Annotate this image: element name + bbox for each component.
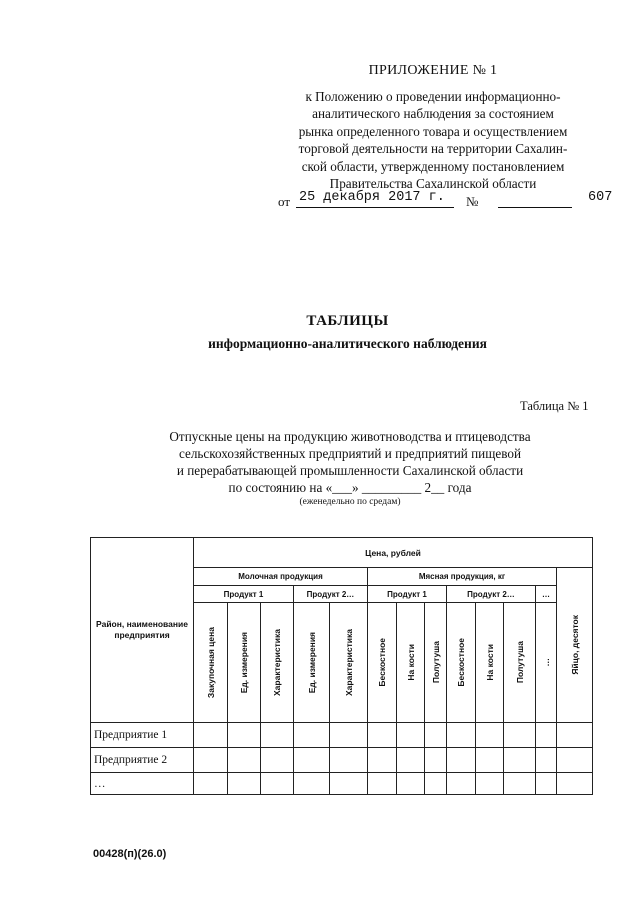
dairy-header: Молочная продукция [194, 568, 368, 586]
col-header-cell [228, 603, 261, 723]
caption-line: и перерабатывающей промышленности Сахалинской области [176, 463, 524, 478]
annex-line: Правительства Сахалинской области [329, 176, 537, 191]
caption-line: по состоянию на «___» _________ 2__ года [228, 480, 472, 495]
footer-code: 00428(п)(26.0) [93, 848, 167, 860]
row-label: … [91, 773, 194, 795]
meat-product-2: Продукт 2… [447, 586, 536, 603]
col-unit: Ед. измерения [306, 631, 317, 694]
annex-line: аналитического наблюдения за состоянием [312, 106, 554, 121]
number-underline [498, 206, 572, 208]
col-header-cell [425, 603, 447, 723]
col-carcass: Полутуша [430, 641, 441, 684]
annex-line: к Положению о проведении информационно- [305, 88, 561, 104]
row-header: Район, наименование предприятия [96, 619, 188, 640]
caption-note: (еженедельно по средам) [299, 497, 401, 507]
meat-more: … [536, 586, 557, 603]
eggs-header-cell [557, 568, 593, 723]
prices-table [90, 537, 593, 795]
table-row [91, 773, 593, 795]
col-purchase-price: Закупочная цена [205, 626, 216, 699]
row-label: Предприятие 2 [91, 748, 194, 773]
dairy-product-2: Продукт 2… [294, 586, 368, 603]
table-row [91, 748, 593, 773]
table-caption [90, 428, 610, 509]
col-header-cell [504, 603, 536, 723]
col-bone-in: На кости [405, 644, 416, 681]
date-value: 25 декабря 2017 г. [299, 190, 445, 205]
date-number-line [278, 190, 618, 212]
dairy-product-1: Продукт 1 [194, 586, 294, 603]
document-subtitle: информационно-аналитического наблюдения [208, 336, 487, 351]
col-boneless: Бескостное [377, 638, 387, 687]
col-header-cell [194, 603, 228, 723]
number-label: № [466, 194, 479, 209]
caption-line: сельскохозяйственных предприятий и предприятий пищевой [178, 446, 522, 461]
col-header-cell [397, 603, 425, 723]
eggs-header: Яйцо, десяток [569, 615, 580, 675]
row-header-cell [91, 538, 194, 723]
col-characteristic: Характеристика [343, 629, 354, 696]
date-underline [296, 206, 454, 208]
col-more: … [541, 658, 551, 667]
col-bone-in: На кости [484, 644, 495, 681]
table-row [91, 723, 593, 748]
col-header-cell [261, 603, 294, 723]
col-unit: Ед. измерения [239, 631, 249, 694]
col-header-cell [447, 603, 476, 723]
col-boneless: Бескостное [456, 638, 466, 687]
annex-block [268, 62, 598, 193]
col-header-cell [536, 603, 557, 723]
col-carcass: Полутуша [514, 641, 525, 684]
annex-line: торговой деятельности на территории Сахалин- [298, 141, 568, 156]
document-title: ТАБЛИЦЫ [306, 313, 389, 329]
col-header-cell [368, 603, 397, 723]
col-characteristic: Характеристика [272, 629, 282, 696]
number-value: 607 [588, 190, 613, 205]
annex-line: ской области, утвержденному постановлением [301, 158, 565, 174]
table-number: Таблица № 1 [520, 399, 589, 413]
row-label: Предприятие 1 [91, 723, 194, 748]
caption-line: Отпускные цены на продукцию животноводства и птицеводства [169, 429, 531, 444]
col-header-cell [476, 603, 504, 723]
meat-header: Мясная продукция, кг [368, 568, 557, 586]
col-header-cell [330, 603, 368, 723]
meat-product-1: Продукт 1 [368, 586, 447, 603]
price-header: Цена, рублей [194, 538, 593, 568]
document-heading [0, 313, 640, 352]
annex-line: рынка определенного товара и осуществлением [298, 123, 568, 139]
annex-title: ПРИЛОЖЕНИЕ № 1 [368, 63, 498, 78]
col-header-cell [294, 603, 330, 723]
from-label: от [278, 194, 291, 209]
